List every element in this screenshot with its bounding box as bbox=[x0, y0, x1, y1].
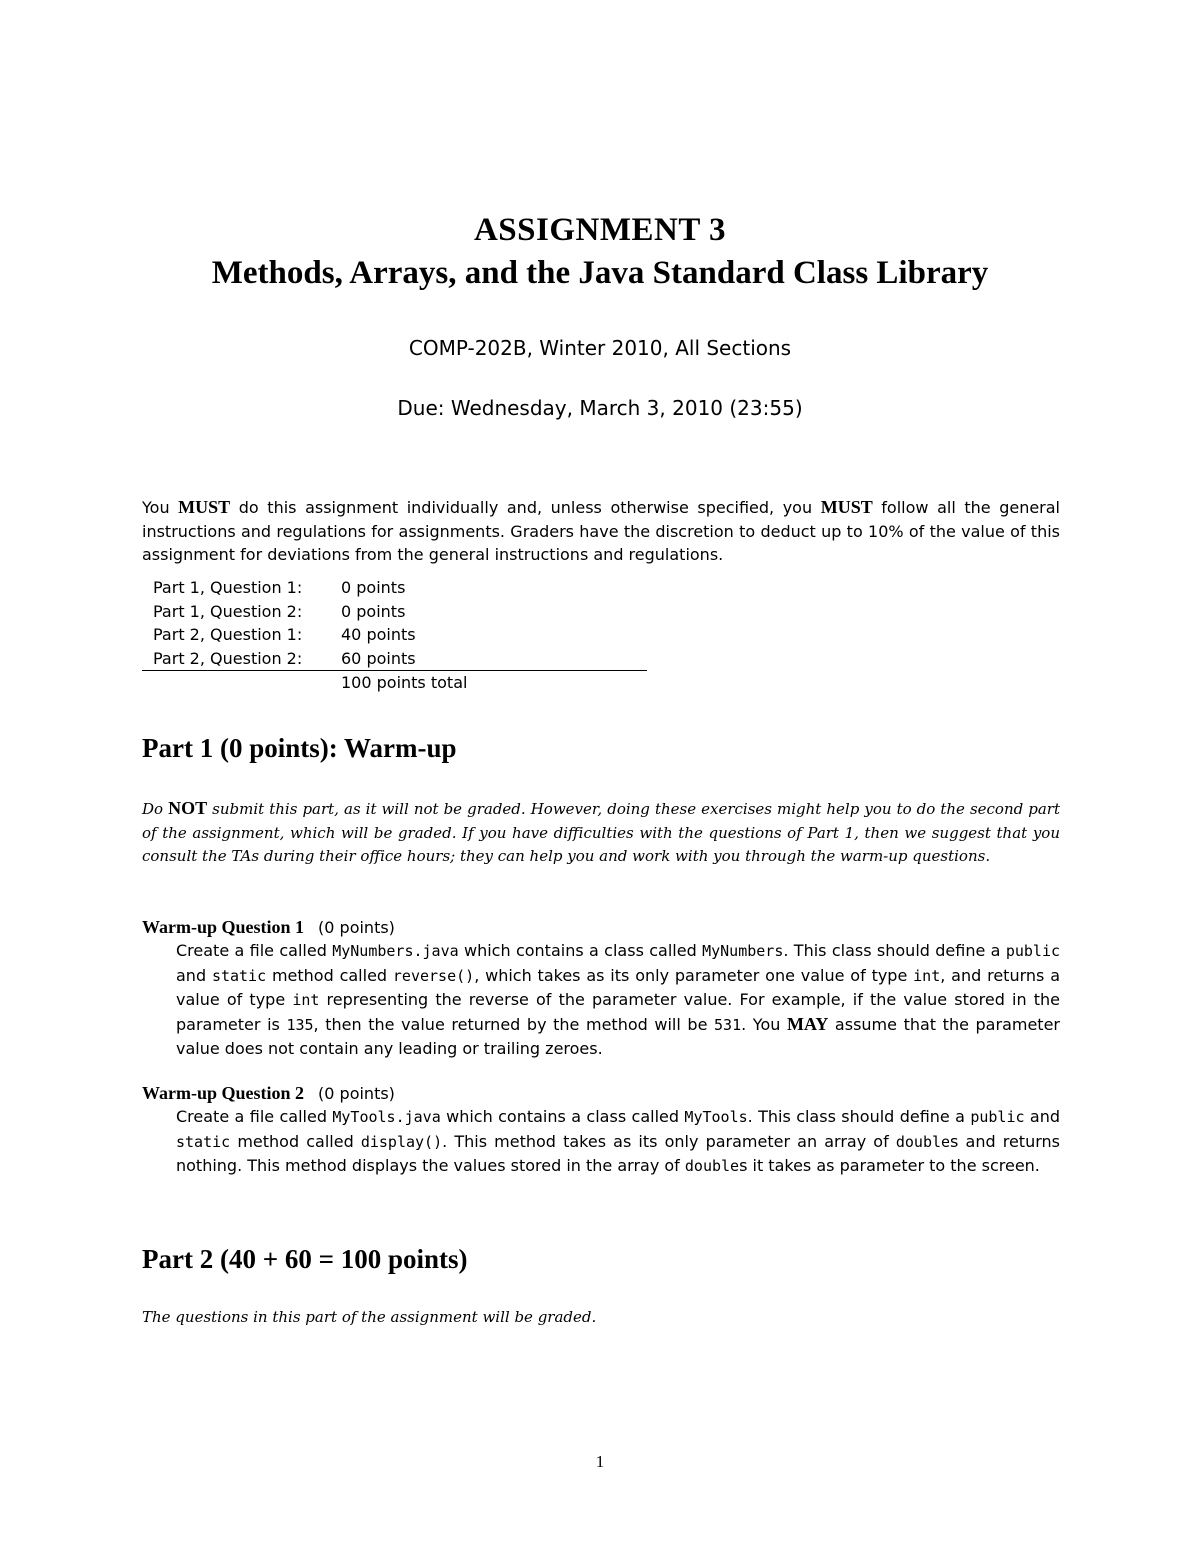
part2-heading: Part 2 (40 + 60 = 100 points) bbox=[142, 1244, 468, 1274]
intro-must-1: MUST bbox=[178, 497, 231, 517]
q1-may: MAY bbox=[786, 1013, 829, 1034]
points-label: Part 1, Question 1: bbox=[153, 578, 303, 597]
q1-code: public bbox=[1005, 942, 1061, 960]
q2-text: and bbox=[1024, 1107, 1061, 1126]
part1-intro-not: NOT bbox=[168, 798, 208, 818]
q1-code: int bbox=[913, 966, 941, 985]
q1-code: int bbox=[292, 991, 320, 1009]
points-value: 0 points bbox=[341, 578, 406, 597]
points-label: Part 1, Question 2: bbox=[153, 601, 303, 621]
q1-text: which contains a class called bbox=[458, 941, 703, 960]
part1-intro-text-b: submit this part, as it will not be graded. However, doing these exercises might help you to do the second part of the assignment, which will be graded. If you have difficulties with the questions of Part 1, then we suggest that you consult the TAs during their office hours; they can help you and work with you through the warm-up questions. bbox=[142, 800, 1061, 865]
table-row bbox=[142, 623, 647, 647]
question-1-heading bbox=[142, 916, 395, 940]
q2-text: which contains a class called bbox=[440, 1107, 685, 1126]
points-value: 60 points bbox=[341, 647, 647, 671]
question-2-heading bbox=[142, 1082, 395, 1106]
q1-text: , which takes as its only parameter one value of type bbox=[474, 965, 914, 985]
course-info: COMP-202B, Winter 2010, All Sections bbox=[408, 336, 792, 360]
q1-code: 531 bbox=[714, 1015, 742, 1034]
part1-heading: Part 1 (0 points): Warm-up bbox=[142, 733, 457, 763]
q2-text: . This class should define a bbox=[747, 1107, 971, 1126]
question-1-points: (0 points) bbox=[318, 918, 395, 937]
intro-text-2: do this assignment individually and, unless otherwise specified, you bbox=[230, 498, 821, 517]
table-row bbox=[142, 647, 647, 671]
q1-code: reverse() bbox=[392, 966, 475, 985]
points-label: Part 2, Question 1: bbox=[153, 625, 303, 644]
q1-code: static bbox=[211, 966, 267, 985]
intro-text-1: You bbox=[142, 498, 179, 517]
q2-text: . This method takes as its only parameter an array of bbox=[442, 1131, 896, 1151]
q2-code: static bbox=[176, 1132, 231, 1151]
part1-intro-text-a: Do bbox=[142, 800, 169, 818]
q2-code: public bbox=[970, 1108, 1025, 1126]
points-label: Part 2, Question 2: bbox=[142, 647, 341, 671]
points-value: 40 points bbox=[341, 625, 416, 644]
part1-intro bbox=[142, 797, 1060, 869]
page-title: ASSIGNMENT 3 bbox=[473, 212, 727, 248]
q1-code: MyNumbers bbox=[702, 942, 784, 960]
intro-text-3: follow all the general instructions and regulations for assignments. Graders have the discretion to deduct up to 10% of the value of this assignment for deviations from the general instructions and regulations. bbox=[142, 498, 1061, 564]
q1-code: MyNumbers.java bbox=[332, 942, 459, 960]
q2-code: MyTools.java bbox=[332, 1108, 441, 1126]
page-subtitle: Methods, Arrays, and the Java Standard Class Library bbox=[211, 255, 989, 291]
q1-text: method called bbox=[266, 965, 393, 985]
question-1-title: Warm-up Question 1 bbox=[142, 917, 305, 937]
part2-intro: The questions in this part of the assignment will be graded. bbox=[142, 1308, 597, 1326]
table-row bbox=[142, 576, 647, 600]
q2-text: s and returns nothing. This method displays the values stored in the array of bbox=[176, 1131, 1060, 1175]
table-total-row bbox=[142, 671, 647, 695]
q2-code: double bbox=[895, 1132, 951, 1151]
q1-text: representing the reverse of the parameter value. For example, if the value stored in the parameter is bbox=[176, 990, 1061, 1034]
points-total: 100 points total bbox=[341, 673, 468, 692]
q2-code: MyTools bbox=[684, 1108, 748, 1126]
question-2-points: (0 points) bbox=[318, 1084, 395, 1103]
q1-text: . You bbox=[741, 1014, 787, 1034]
points-table bbox=[142, 576, 647, 695]
q1-text: and bbox=[176, 965, 212, 985]
page-number: 1 bbox=[595, 1452, 605, 1471]
q2-text: Create a file called bbox=[176, 1107, 333, 1126]
q2-text: method called bbox=[230, 1131, 361, 1151]
intro-must-2: MUST bbox=[820, 497, 873, 517]
question-2-title: Warm-up Question 2 bbox=[142, 1083, 305, 1103]
table-row bbox=[142, 600, 647, 624]
due-date: Due: Wednesday, March 3, 2010 (23:55) bbox=[397, 396, 803, 420]
q1-text: assume that the parameter value does not contain any leading or trailing zeroes. bbox=[176, 1014, 1060, 1058]
q1-text: , and returns a value of type bbox=[176, 965, 1060, 1009]
q2-code: display() bbox=[360, 1132, 443, 1151]
q2-text: s it takes as parameter to the screen. bbox=[739, 1156, 1040, 1175]
q1-code: 135 bbox=[286, 1015, 314, 1034]
q1-text: . This class should define a bbox=[783, 941, 1006, 960]
q1-text: , then the value returned by the method will be bbox=[313, 1014, 715, 1034]
points-value: 0 points bbox=[341, 601, 406, 621]
q1-text: Create a file called bbox=[176, 941, 333, 960]
question-2-body bbox=[176, 1105, 1060, 1179]
question-1-body bbox=[176, 939, 1060, 1061]
intro-paragraph bbox=[142, 496, 1060, 567]
q2-code: double bbox=[684, 1157, 740, 1175]
